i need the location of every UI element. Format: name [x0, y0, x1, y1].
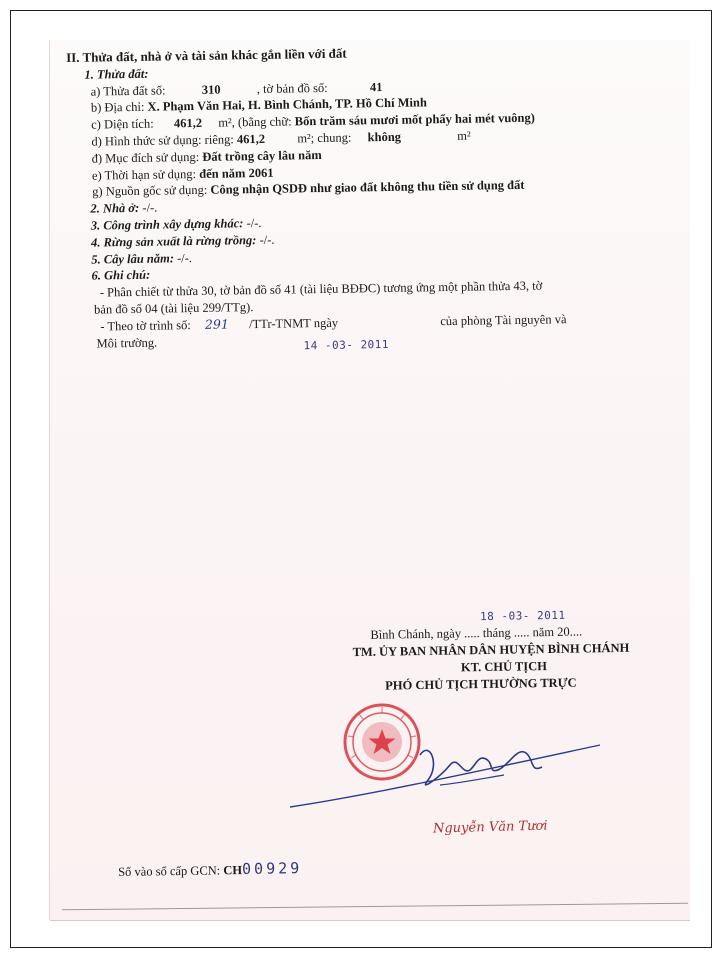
private-area-value: 461,2 [236, 131, 266, 147]
signature-block [352, 604, 721, 695]
usage-purpose-value: Đất trồng cây lâu năm [202, 147, 322, 164]
issue-date-stamp: 18 -03- 2011 [480, 608, 566, 624]
address-label: b) Địa chỉ: [90, 100, 145, 116]
item2-value: -/-. [142, 200, 158, 215]
signer-title: PHÓ CHỦ TỊCH THƯỜNG TRỰC [385, 675, 577, 693]
item1-heading: 1. Thửa đất: [84, 66, 149, 82]
item6-heading: 6. Ghi chú: [91, 268, 151, 283]
note2-mid: /TTr-TNMT ngày [248, 315, 339, 331]
item5-value: -/-. [176, 250, 193, 265]
section-title: II. Thửa đất, nhà ở và tài sản khác gắn liền với đất [66, 45, 347, 65]
common-area-unit: m² [457, 128, 471, 143]
certificate-body [66, 40, 711, 352]
for-chairman: KT. CHỦ TỊCH [460, 659, 548, 675]
parcel-number-label: a) Thửa đất số: [90, 83, 166, 99]
common-area-value: không [367, 129, 402, 145]
address-value: X. Phạm Văn Hai, H. Bình Chánh, TP. Hồ Chí Minh [147, 95, 427, 115]
handwritten-signature [290, 725, 620, 815]
signer-name: Nguyễn Văn Tươi [432, 818, 548, 837]
usage-term-label: e) Thời hạn sử dụng: [91, 166, 197, 183]
item4-heading: 4. Rừng sản xuất là rừng trồng: [90, 232, 257, 250]
submission-number: 291 [204, 316, 229, 332]
note2-suffix: của phòng Tài nguyên và [440, 311, 567, 328]
area-label: c) Diện tích: [91, 116, 154, 132]
map-sheet-label: , tờ bản đồ số: [256, 80, 328, 96]
note2-line2-text: Môi trường. [96, 335, 158, 351]
gcn-registry-label: Số vào sổ cấp GCN: [118, 863, 221, 879]
usage-origin-label: g) Nguồn gốc sử dụng: [92, 183, 208, 199]
gcn-number: 00929 [241, 859, 303, 879]
area-in-words: Bốn trăm sáu mươi mốt phẩy hai mét vuông) [294, 110, 535, 129]
area-value: 461,2 [173, 116, 203, 131]
usage-form-label: d) Hình thức sử dụng: riêng: [91, 132, 234, 149]
note2-prefix: - Theo tờ trình số: [100, 317, 191, 334]
note1-line2: bản đồ số 04 (tài liệu 299/TTg). [93, 300, 254, 317]
usage-purpose-label: đ) Mục đích sử dụng: [91, 149, 200, 166]
usage-origin-value: Công nhận QSDĐ như giao đất không thu tiền sử dụng đất [210, 178, 525, 198]
map-sheet-value: 41 [369, 79, 383, 94]
submission-date-stamp: 14 -03- 2011 [303, 337, 390, 352]
issuing-authority: TM. ỦY BAN NHÂN DÂN HUYỆN BÌNH CHÁNH [352, 640, 630, 660]
usage-term-value: đến năm 2061 [199, 165, 274, 181]
item2-heading: 2. Nhà ở: [90, 201, 140, 216]
place-date: Bình Chánh, ngày ..... tháng ..... năm 20.... [370, 624, 583, 642]
private-area-unit: m²; chung: [297, 130, 352, 146]
parcel-number-value: 310 [201, 82, 221, 97]
gcn-prefix: CH [223, 863, 243, 878]
area-unit: m², (bằng chữ: [218, 114, 292, 130]
item5-heading: 5. Cây lâu năm: [91, 250, 175, 267]
item3-value: -/-. [246, 215, 262, 231]
item3-heading: 3. Công trình xây dựng khác: [90, 216, 244, 233]
gcn-registry-row [118, 859, 302, 880]
note1-line1: - Phân chiết từ thửa 30, tờ bản đồ số 41 (tài liệu BĐĐC) tương ứng một phần thửa 43, tờ [99, 278, 543, 300]
item4-value: -/-. [259, 232, 275, 247]
